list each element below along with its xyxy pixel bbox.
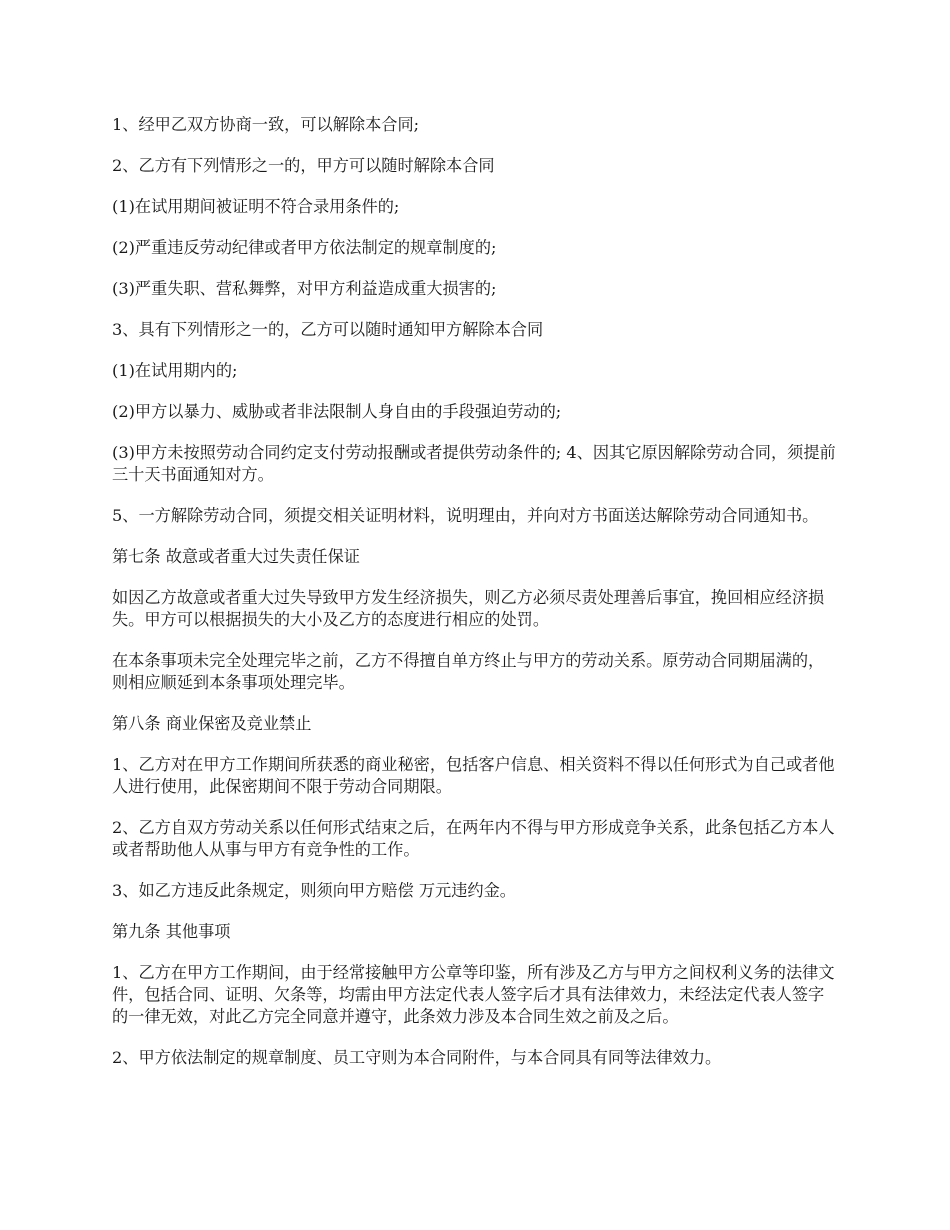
clause-7-heading: 第七条 故意或者重大过失责任保证	[112, 547, 360, 566]
clause-9-item-2: 2、甲方依法制定的规章制度、员工守则为本合同附件，与本合同具有同等法律效力。	[112, 1048, 722, 1067]
clause-7-paragraph-2: 在本条事项未完全处理完毕之前，乙方不得擅自单方终止与甲方的劳动关系。原劳动合同期届满的，则相应顺延到本条事项处理完毕。	[112, 651, 825, 692]
clause-6-item-3-3: (3)甲方未按照劳动合同约定支付劳动报酬或者提供劳动条件的; 4、因其它原因解除劳动合同，须提前三十天书面通知对方。	[112, 443, 836, 484]
clause-6-item-5: 5、一方解除劳动合同，须提交相关证明材料，说明理由，并向对方书面送达解除劳动合同通知书。	[112, 506, 819, 525]
clause-8-heading: 第八条 商业保密及竞业禁止	[112, 714, 312, 733]
clause-6-item-3-1: (1)在试用期内的;	[112, 361, 238, 380]
clause-9-item-1: 1、乙方在甲方工作期间，由于经常接触甲方公章等印鉴，所有涉及乙方与甲方之间权利义务的法律文件，包括合同、证明、欠条等，均需由甲方法定代表人签字后才具有法律效力，未经法定代表人签字的一律无效，对此乙方完全同意并遵守，此条效力涉及本合同生效之前及之后。	[112, 963, 835, 1026]
clause-6-item-2-3: (3)严重失职、营私舞弊，对甲方利益造成重大损害的;	[112, 279, 497, 298]
clause-6-item-1: 1、经甲乙双方协商一致，可以解除本合同;	[112, 115, 420, 134]
clause-6-item-2: 2、乙方有下列情形之一的，甲方可以随时解除本合同	[112, 156, 495, 175]
clause-8-item-1: 1、乙方对在甲方工作期间所获悉的商业秘密，包括客户信息、相关资料不得以任何形式为自己或者他人进行使用，此保密期间不限于劳动合同期限。	[112, 755, 835, 796]
clause-6-item-2-1: (1)在试用期间被证明不符合录用条件的;	[112, 197, 400, 216]
document-page	[112, 114, 840, 1088]
clause-7-paragraph-1: 如因乙方故意或者重大过失导致甲方发生经济损失，则乙方必须尽责处理善后事宜，挽回相应经济损失。甲方可以根据损失的大小及乙方的态度进行相应的处罚。	[112, 588, 825, 629]
clause-8-item-2: 2、乙方自双方劳动关系以任何形式结束之后，在两年内不得与甲方形成竞争关系，此条包括乙方本人或者帮助他人从事与甲方有竞争性的工作。	[112, 818, 835, 859]
clause-6-item-3-2: (2)甲方以暴力、威胁或者非法限制人身自由的手段强迫劳动的;	[112, 402, 562, 421]
clause-6-item-2-2: (2)严重违反劳动纪律或者甲方依法制定的规章制度的;	[112, 238, 497, 257]
clause-9-heading: 第九条 其他事项	[112, 922, 231, 941]
clause-6-item-3: 3、具有下列情形之一的，乙方可以随时通知甲方解除本合同	[112, 320, 544, 339]
clause-8-item-3: 3、如乙方违反此条规定，则须向甲方赔偿 万元违约金。	[112, 881, 516, 900]
